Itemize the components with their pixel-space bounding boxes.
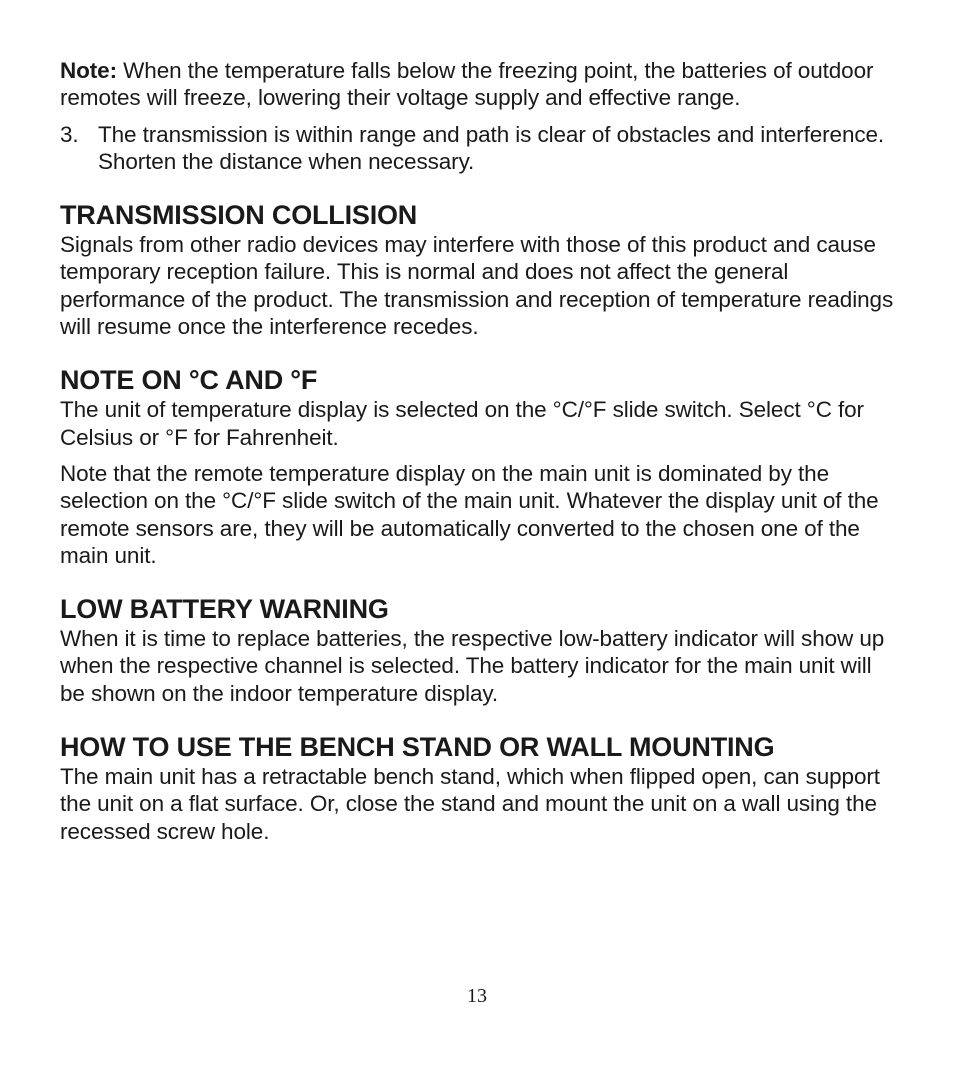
list-item xyxy=(60,121,900,176)
document-page xyxy=(60,57,900,845)
section-note-on-c-and-f xyxy=(60,364,900,569)
list-item-number: 3. xyxy=(60,121,79,147)
section-heading: TRANSMISSION COLLISION xyxy=(60,200,418,231)
section-paragraph: The main unit has a retractable bench stand, which when flipped open, can support the unit on a flat surface. Or, close the stand and mount the unit on a wall using the recessed screw hole. xyxy=(60,764,880,844)
note-paragraph xyxy=(60,57,900,112)
section-heading: LOW BATTERY WARNING xyxy=(60,594,389,625)
note-label: Note: xyxy=(60,58,117,83)
section-transmission-collision xyxy=(60,199,900,340)
section-low-battery-warning xyxy=(60,593,900,707)
section-paragraph: The unit of temperature display is selected on the °C/°F slide switch. Select °C for Celsius or °F for Fahrenheit. xyxy=(60,397,864,450)
note-text: When the temperature falls below the freezing point, the batteries of outdoor remotes will freeze, lowering their voltage supply and effective range. xyxy=(60,58,874,111)
section-heading: NOTE ON °C AND °F xyxy=(60,365,318,396)
section-paragraph: Note that the remote temperature display on the main unit is dominated by the selection on the °C/°F slide switch of the main unit. Whatever the display unit of the remote sensors are, they will be automatically converted to the chosen one of the main unit. xyxy=(60,460,879,568)
section-heading: HOW TO USE THE BENCH STAND OR WALL MOUNTING xyxy=(60,732,775,763)
section-paragraph: When it is time to replace batteries, the respective low-battery indicator will show up when the respective channel is selected. The battery indicator for the main unit will be shown on the indoor temperature display. xyxy=(60,626,885,706)
page-number: 13 xyxy=(467,985,487,1007)
section-bench-stand-wall-mounting xyxy=(60,731,900,845)
section-paragraph: Signals from other radio devices may interfere with those of this product and cause temporary reception failure. This is normal and does not affect the general performance of the product. The transmission and reception of temperature readings will resume once the interference recedes. xyxy=(60,232,894,340)
list-item-text: The transmission is within range and path is clear of obstacles and interference. Shorten the distance when necessary. xyxy=(98,121,885,174)
